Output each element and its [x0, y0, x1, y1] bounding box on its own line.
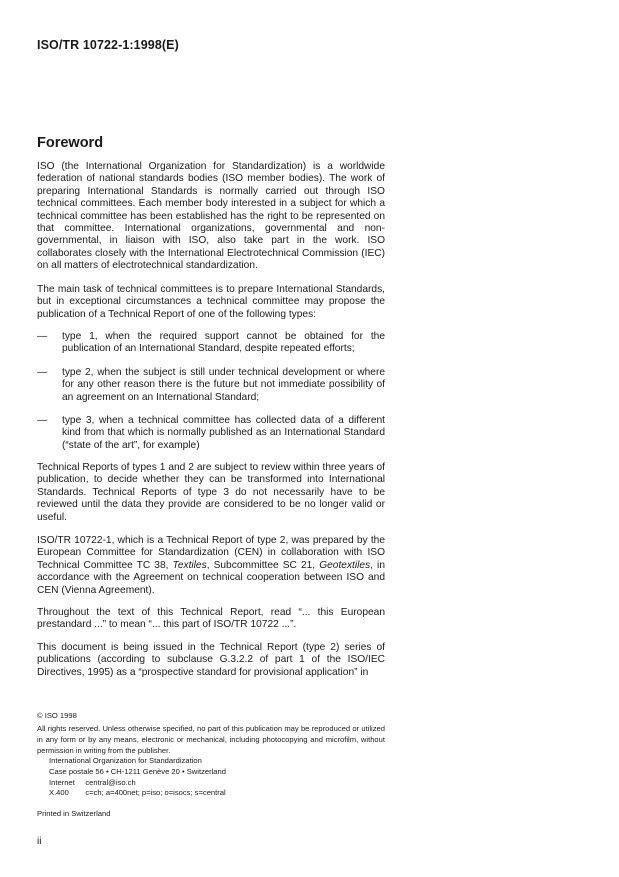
- internet-label: Internet: [49, 777, 75, 787]
- page-number: ii: [37, 836, 42, 847]
- paragraph-text: , in accordance with the Agreement on technical cooperation between ISO and CEN (Vienna Agreement).: [37, 559, 385, 596]
- list-dash: —: [37, 415, 48, 426]
- foreword-paragraph-5: Throughout the text of this Technical Report, read “... this European prestandard ...” to mean “... this part of ISO/TR 10722 ...”.: [37, 607, 385, 631]
- x400-row: [49, 788, 226, 799]
- x400-label: X.400: [49, 788, 69, 798]
- organization-name: International Organization for Standardization: [49, 756, 202, 765]
- subcommittee-name-geotextiles: Geotextiles: [319, 559, 371, 571]
- section-title: Foreword: [37, 135, 104, 151]
- list-item-text: type 1, when the required support cannot be obtained for the publication of an International Standard, despite repeated efforts;: [62, 331, 385, 355]
- foreword-paragraph-4: [37, 535, 385, 597]
- committee-name-textiles: Textiles: [172, 559, 207, 571]
- document-identifier: ISO/TR 10722-1:1998(E): [37, 38, 179, 52]
- printed-in: Printed in Switzerland: [37, 809, 111, 818]
- foreword-paragraph-3: Technical Reports of types 1 and 2 are subject to review within three years of publication, to decide whether they can be transformed into International Standards. Technical Reports of type 3 do not necessarily have to be reviewed until the data they provide are considered to be no longer valid or useful.: [37, 462, 385, 523]
- foreword-paragraph-2: The main task of technical committees is to prepare International Standards, but in exceptional circumstances a technical committee may propose the publication of a Technical Report of one of the following types:: [37, 284, 385, 320]
- list-dash: —: [37, 331, 48, 342]
- paragraph-text: , Subcommittee SC 21,: [206, 559, 320, 571]
- publisher-address: [49, 756, 226, 799]
- list-item-text: type 3, when a technical committee has collected data of a different kind from that which is normally published as an International Standard (“state of the art”, for example): [62, 415, 385, 451]
- rights-statement: All rights reserved. Unless otherwise specified, no part of this publication may be reproduced or utilized in any form or by any means, electronic or mechanical, including photocopying and microfilm, without permission in writing from the publisher.: [37, 724, 385, 755]
- postal-address: Case postale 56 • CH-1211 Genève 20 • Switzerland: [49, 766, 226, 776]
- foreword-paragraph-6: This document is being issued in the Technical Report (type 2) series of publications (according to subclause G.3.2.2 of part 1 of the ISO/IEC Directives, 1995) as a “prospective standard for provisional application” in: [37, 642, 385, 678]
- internet-value: central@iso.ch: [85, 777, 136, 787]
- list-item-text: type 2, when the subject is still under technical development or where for any other reason there is the future but not immediate possibility of an agreement on an International Standard;: [62, 367, 385, 403]
- internet-row: [49, 778, 226, 789]
- x400-value: c=ch; a=400net; p=iso; o=isocs; s=central: [85, 788, 226, 798]
- list-dash: —: [37, 367, 48, 378]
- foreword-paragraph-1: ISO (the International Organization for Standardization) is a worldwide federation of national standards bodies (ISO member bodies). The work of preparing International Standards is normally carried out through ISO technical committees. Each member body interested in a subject for which a technical committee has been established has the right to be represented on that committee. International organizations, governmental and non-governmental, in liaison with ISO, also take part in the work. ISO collaborates closely with the International Electrotechnical Commission (IEC) on all matters of electrotechnical standardization.: [37, 161, 385, 272]
- paragraph-text: ISO/TR 10722-1, which is a Technical Report of type 2, was prepared by the European Committee for Standardization (CEN) in collaboration with ISO Technical Committee TC 38,: [37, 535, 385, 571]
- copyright-line: © ISO 1998: [37, 711, 77, 720]
